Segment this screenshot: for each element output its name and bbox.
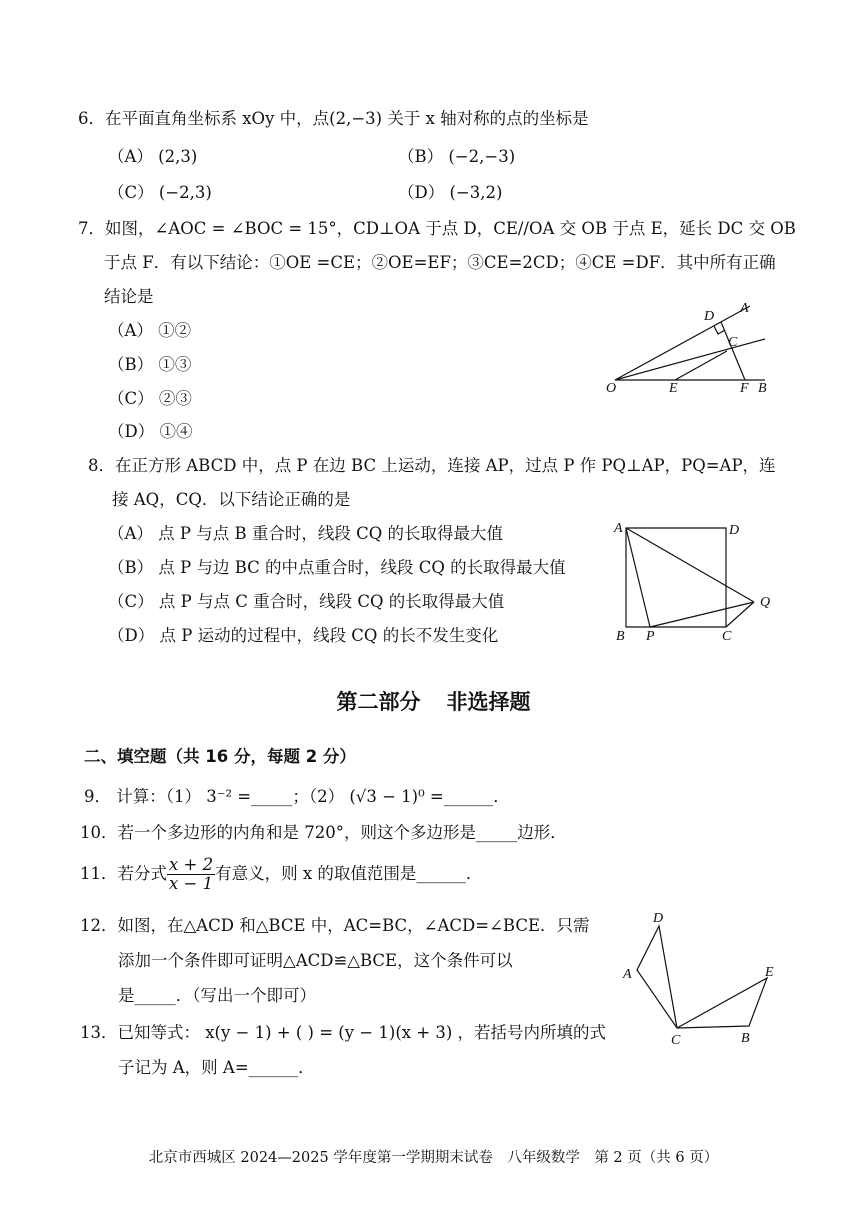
q8-option-a: （A） 点 P 与点 B 重合时，线段 CQ 的长取得最大值 — [108, 524, 504, 543]
label-d: D — [653, 911, 664, 926]
segment-ap — [626, 528, 650, 627]
q11-prefix: 11．若分式 — [80, 864, 167, 883]
label-d: D — [704, 309, 715, 324]
label-a: A — [614, 521, 623, 536]
q8-figure — [608, 514, 788, 654]
q13-line1: 13．已知等式： x(y − 1) + ( ) = (y − 1)(x + 3) ，若括号内所填的式 — [80, 1023, 607, 1042]
q11-denominator: x − 1 — [169, 874, 214, 893]
segment-pq — [650, 602, 754, 627]
label-b: B — [741, 1031, 750, 1046]
q7-option-b: （B） ①③ — [108, 355, 192, 374]
q11-suffix: 有意义，则 x 的取值范围是______． — [215, 864, 483, 883]
label-d: D — [729, 523, 740, 538]
q6-option-c: （C） (−2,3) — [108, 183, 212, 202]
q6-stem: 6．在平面直角坐标系 xOy 中，点(2,−3) 关于 x 轴对称的点的坐标是 — [78, 109, 589, 128]
q6-option-b: （B） (−2,−3) — [398, 147, 516, 166]
q12-figure — [615, 906, 795, 1056]
label-c: C — [722, 629, 732, 644]
label-f: F — [740, 381, 749, 396]
label-b: B — [758, 381, 767, 396]
q11-numerator: x + 2 — [169, 855, 214, 874]
q6-option-d: （D） (−3,2) — [398, 183, 503, 202]
q7-option-d: （D） ①④ — [108, 422, 193, 441]
section2-title — [0, 686, 867, 716]
q11-fraction — [167, 856, 215, 893]
label-c: C — [728, 335, 738, 350]
label-e: E — [669, 381, 678, 396]
section2-title-part1: 第二部分 — [336, 690, 421, 714]
q10-text: 10．若一个多边形的内角和是 720°，则这个多边形是_____边形． — [80, 823, 567, 842]
q8-option-c: （C） 点 P 与点 C 重合时，线段 CQ 的长取得最大值 — [108, 592, 505, 611]
q7-stem-line2: 于点 F．有以下结论：①OE =CE；②OE=EF；③CE=2CD；④CE =DF．其中所有正确 — [104, 253, 776, 272]
q6-option-a: （A） (2,3) — [108, 147, 198, 166]
page-footer: 北京市西城区 2024—2025 学年度第一学期期末试卷 八年级数学 第 2 页（共 6 页） — [148, 1150, 719, 1166]
label-o: O — [606, 381, 617, 396]
label-b: B — [616, 629, 625, 644]
label-e: E — [765, 965, 774, 980]
q7-option-a: （A） ①② — [108, 321, 192, 340]
q12-line3: 是_____．（写出一个即可） — [118, 986, 316, 1005]
q7-figure — [600, 296, 780, 396]
segment-aq — [626, 528, 754, 602]
q8-stem-line2: 接 AQ，CQ．以下结论正确的是 — [112, 490, 351, 509]
q7-option-c: （C） ②③ — [108, 389, 192, 408]
label-q: Q — [760, 595, 771, 610]
label-a: A — [740, 301, 749, 316]
q9-text: 9． 计算：（1） 3⁻² =_____；（2） (√3 − 1)⁰ =______． — [84, 787, 510, 806]
segment-ce — [675, 351, 727, 380]
q13-line2: 子记为 A，则 A=______． — [118, 1058, 315, 1077]
q7-stem-line1: 7．如图，∠AOC = ∠BOC = 15°，CD⊥OA 于点 D，CE//OA 交 OB 于点 E，延长 DC 交 OB — [78, 219, 796, 238]
fill-blank-heading: 二、填空题（共 16 分，每题 2 分） — [84, 747, 356, 766]
section2-title-part2: 非选择题 — [446, 690, 531, 714]
label-a: A — [623, 967, 632, 982]
q11-line — [80, 855, 482, 893]
triangle-acd — [637, 926, 677, 1028]
q8-stem-line1: 8．在正方形 ABCD 中，点 P 在边 BC 上运动，连接 AP，过点 P 作 PQ⊥AP，PQ=AP，连 — [88, 456, 776, 475]
q12-line2: 添加一个条件即可证明△ACD≌△BCE，这个条件可以 — [118, 951, 513, 970]
triangle-bce — [677, 978, 767, 1028]
q8-option-b: （B） 点 P 与边 BC 的中点重合时，线段 CQ 的长取得最大值 — [108, 558, 566, 577]
q8-option-d: （D） 点 P 运动的过程中，线段 CQ 的长不发生变化 — [108, 626, 499, 645]
label-c: C — [671, 1033, 681, 1048]
label-p: P — [646, 629, 655, 644]
q12-line1: 12．如图，在△ACD 和△BCE 中，AC=BC，∠ACD=∠BCE．只需 — [80, 916, 590, 935]
q7-stem-line3: 结论是 — [104, 287, 154, 306]
